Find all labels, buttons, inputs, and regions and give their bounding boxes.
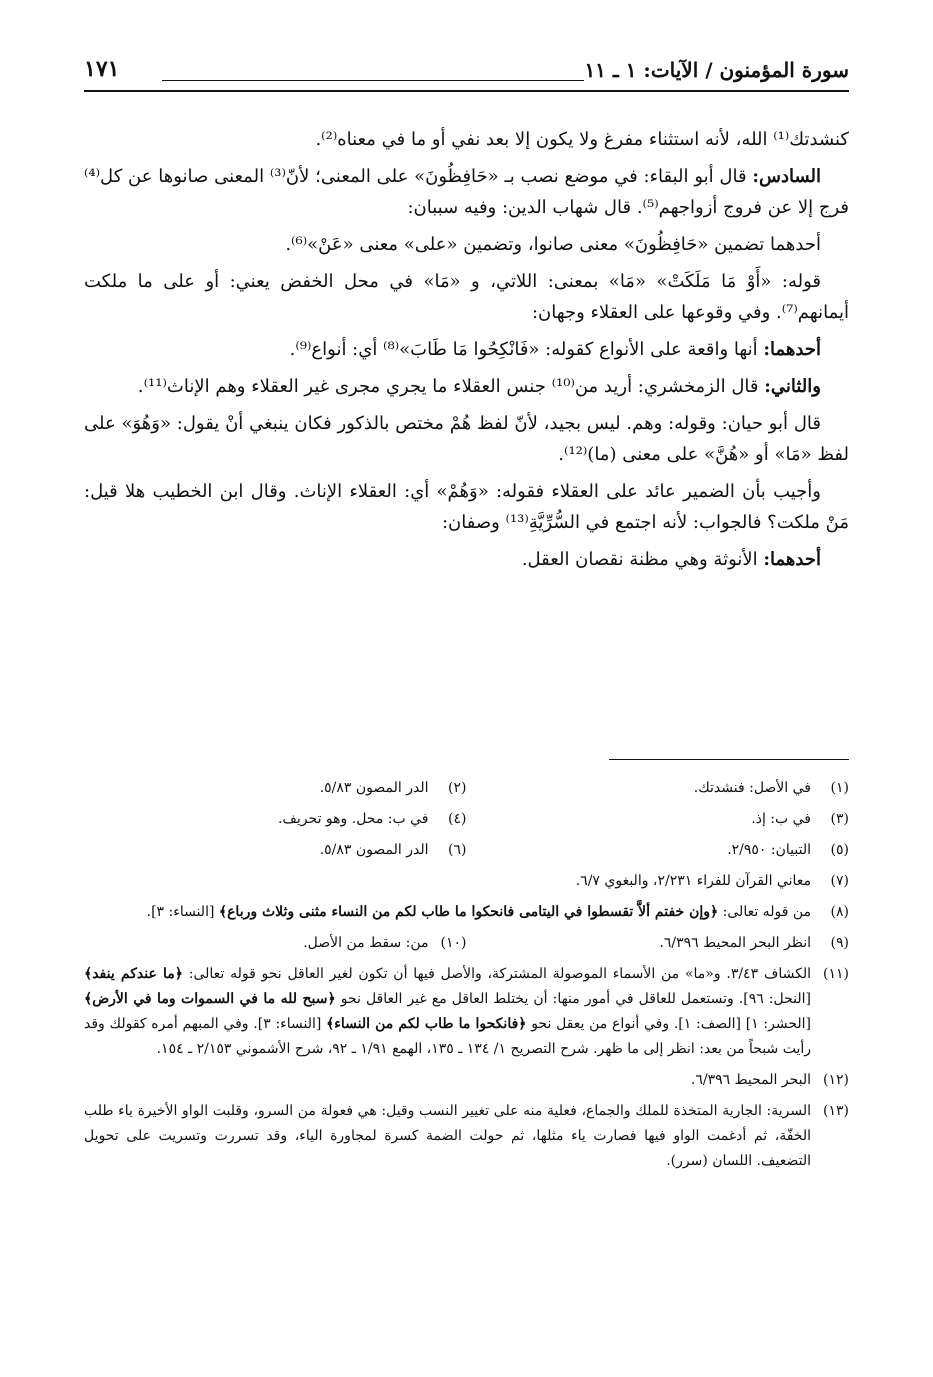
footnote-12 bbox=[84, 1068, 849, 1093]
footnote-separator bbox=[609, 759, 849, 760]
footnote-text: الدر المصون ٥/٨٣. bbox=[319, 780, 429, 796]
footnote-5 bbox=[467, 838, 850, 863]
footnote-2 bbox=[84, 776, 467, 801]
footnote-row bbox=[84, 776, 849, 801]
paragraph-lead: السادس: bbox=[752, 166, 822, 187]
paragraph-text: قال أبو البقاء: في موضع نصب بـ «حَافِظُونَ» على المعنى؛ لأنّ⁽³⁾ المعنى صانوها عن كل⁽⁴⁾ فرج إلا عن فروج أزواجهم⁽⁵⁾. قال شهاب الدين: وفيه سببان: bbox=[84, 166, 849, 218]
footnote-text: معاني القرآن للفراء ٢/٢٣١، والبغوي ٦/٧. bbox=[575, 873, 811, 889]
paragraph-text: وأجيب بأن الضمير عائد على العقلاء فقوله: «وَهُمْ» أي: العقلاء الإناث. وقال ابن الخطيب هلا قيل: مَنْ ملكت؟ فالجواب: لأنه اجتمع في السُّرِّيَّةِ⁽¹³⁾ وصفان: bbox=[84, 481, 849, 533]
paragraph-text: أنها واقعة على الأنواع كقوله: «فَانْكِحُوا مَا طَابَ»⁽⁸⁾ أي: أنواع⁽⁹⁾. bbox=[289, 339, 764, 360]
footnote-text-part: من قوله تعالى: bbox=[718, 904, 811, 920]
footnote-text: السرية: الجارية المتخذة للملك والجماع، فعلية منه على تغيير النسب وقيل: هي فعولة من السرو، وقلبت الواو الأخيرة ياء طلب الخفّة، ثم أدغمت الواو فيها فصارت ياء مثلها، ثم حولت الضمة كسرة لمجاورة الياء، وقد تسررت وتسريت على تحويل التضعيف. اللسان (سرر). bbox=[84, 1103, 811, 1169]
footnote-text-part: [النحل: ٩٦]. وتستعمل للعاقل في أمور منها: أن يختلط العاقل مع غير العاقل نحو bbox=[335, 991, 811, 1007]
footnote-text: انظر البحر المحيط ٦/٣٩٦. bbox=[659, 935, 811, 951]
footnote-text: من: سقط من الأصل. bbox=[303, 935, 429, 951]
footnote-row bbox=[84, 931, 849, 956]
header-rule bbox=[84, 90, 849, 92]
footnote-number: (١٠) bbox=[440, 935, 467, 951]
footnote-number: (٣) bbox=[830, 811, 849, 827]
footnote-number: (١) bbox=[830, 780, 849, 796]
footnote-number: (٢) bbox=[448, 780, 467, 796]
footnote-7 bbox=[84, 869, 849, 894]
footnote-8 bbox=[84, 900, 849, 925]
quran-quote: ﴿سبح لله ما في السموات وما في الأرض﴾ bbox=[84, 991, 336, 1007]
paragraph-2 bbox=[84, 161, 849, 223]
footnote-text: في الأصل: فنشدتك. bbox=[693, 780, 811, 796]
paragraph-text: الأنوثة وهي مظنة نقصان العقل. bbox=[521, 549, 764, 570]
footnote-13 bbox=[84, 1099, 849, 1174]
footnote-number: (٤) bbox=[448, 811, 467, 827]
paragraph-lead: أحدهما: bbox=[763, 339, 821, 360]
running-header bbox=[84, 52, 849, 92]
footnote-row bbox=[84, 838, 849, 863]
paragraph-6 bbox=[84, 371, 849, 402]
footnote-text-part: [النساء: ٣]. bbox=[146, 904, 219, 920]
paragraph-text: قال أبو حيان: وقوله: وهم. ليس بجيد، لأنّ لفظ هُمْ مختص بالذكور فكان ينبغي أنْ يقول: «وَهُوَ» على لفظ «مَا» أو «هُنَّ» على معنى (ما)⁽¹²⁾. bbox=[84, 413, 849, 465]
footnote-6 bbox=[84, 838, 467, 863]
quran-quote: ﴿فانكحوا ما طاب لكم من النساء﴾ bbox=[326, 1016, 527, 1032]
footnote-number: (٨) bbox=[830, 904, 849, 920]
quran-quote: ﴿ما عندكم ينفد﴾ bbox=[84, 966, 183, 982]
paragraph-9 bbox=[84, 544, 849, 575]
footnote-text: البحر المحيط ٦/٣٩٦. bbox=[690, 1072, 811, 1088]
footnote-number: (٥) bbox=[830, 842, 849, 858]
paragraph-text: قال الزمخشري: أريد من⁽¹⁰⁾ جنس العقلاء ما يجري مجرى غير العقلاء وهم الإناث⁽¹¹⁾. bbox=[137, 376, 765, 397]
footnote-text-part: [الحشر: ١] [الصف: ١]. وفي أنواع من يعقل نحو bbox=[526, 1016, 812, 1032]
page-number: ١٧١ bbox=[84, 56, 120, 82]
footnote-row bbox=[84, 807, 849, 832]
paragraph-7 bbox=[84, 408, 849, 470]
footnote-text: الدر المصون ٥/٨٣. bbox=[319, 842, 429, 858]
footnote-4 bbox=[84, 807, 467, 832]
paragraph-text: كنشدتك⁽¹⁾ الله، لأنه استثناء مفرغ ولا يكون إلا بعد نفي أو ما في معناه⁽²⁾. bbox=[315, 129, 849, 150]
footnote-number: (١١) bbox=[823, 966, 849, 982]
quran-quote: ﴿وإن خفتم ألاَّ تقسطوا في اليتامى فانحكوا ما طاب لكم من النساء مثنى وثلاث ورباع﴾ bbox=[218, 904, 719, 920]
paragraph-4 bbox=[84, 266, 849, 328]
footnote-text bbox=[84, 962, 811, 1062]
paragraph-text: أحدهما تضمين «حَافِظُونَ» معنى صانوا، وتضمين «على» معنى «عَنْ»⁽⁶⁾. bbox=[285, 234, 821, 255]
footnote-9 bbox=[467, 931, 850, 956]
footnote-number: (٧) bbox=[830, 873, 849, 889]
footnotes bbox=[84, 776, 849, 1180]
footnote-text: التبيان: ٢/٩٥٠. bbox=[727, 842, 811, 858]
paragraph-1 bbox=[84, 124, 849, 155]
paragraph-8 bbox=[84, 476, 849, 538]
footnote-number: (٩) bbox=[830, 935, 849, 951]
paragraph-lead: والثاني: bbox=[764, 376, 821, 397]
paragraph-5 bbox=[84, 334, 849, 365]
header-inline-rule bbox=[162, 80, 584, 81]
footnote-1 bbox=[467, 776, 850, 801]
footnote-number: (٦) bbox=[448, 842, 467, 858]
paragraph-text: قوله: «أَوْ مَا مَلَكَتْ» «مَا» بمعنى: اللاتي، و «مَا» في محل الخفض يعني: أو على ما ملكت أيمانهم⁽⁷⁾. وفي وقوعها على العقلاء وجهان: bbox=[84, 271, 849, 323]
main-text bbox=[84, 124, 849, 581]
footnote-10 bbox=[84, 931, 467, 956]
footnote-3 bbox=[467, 807, 850, 832]
paragraph-lead: أحدهما: bbox=[763, 549, 821, 570]
surah-title: سورة المؤمنون / الآيات: ١ ـ ١١ bbox=[584, 58, 849, 82]
footnote-text: في ب: إذ. bbox=[751, 811, 811, 827]
footnote-number: (١٢) bbox=[823, 1072, 849, 1088]
footnote-number: (١٣) bbox=[823, 1103, 849, 1119]
footnote-text: في ب: محل. وهو تحريف. bbox=[277, 811, 429, 827]
footnote-text bbox=[84, 900, 811, 925]
paragraph-3 bbox=[84, 229, 849, 260]
footnote-text-part: [النساء: ٣]. وفي المبهم أمره كقولك وقد رأيت شبحاً من بعد: انظر إلى ما ظهر. شرح التصريح ١/ ١٣٤ ـ ١٣٥، الهمع ١/٩١ ـ ٩٢، شرح الأشموني ٢/١٥٣ ـ ١٥٤. bbox=[84, 1016, 811, 1057]
footnote-11 bbox=[84, 962, 849, 1062]
footnote-text-part: الكشاف ٣/٤٣. و«ما» من الأسماء الموصولة المشتركة، والأصل فيها أن تكون لغير العاقل نحو قوله تعالى: bbox=[183, 966, 812, 982]
